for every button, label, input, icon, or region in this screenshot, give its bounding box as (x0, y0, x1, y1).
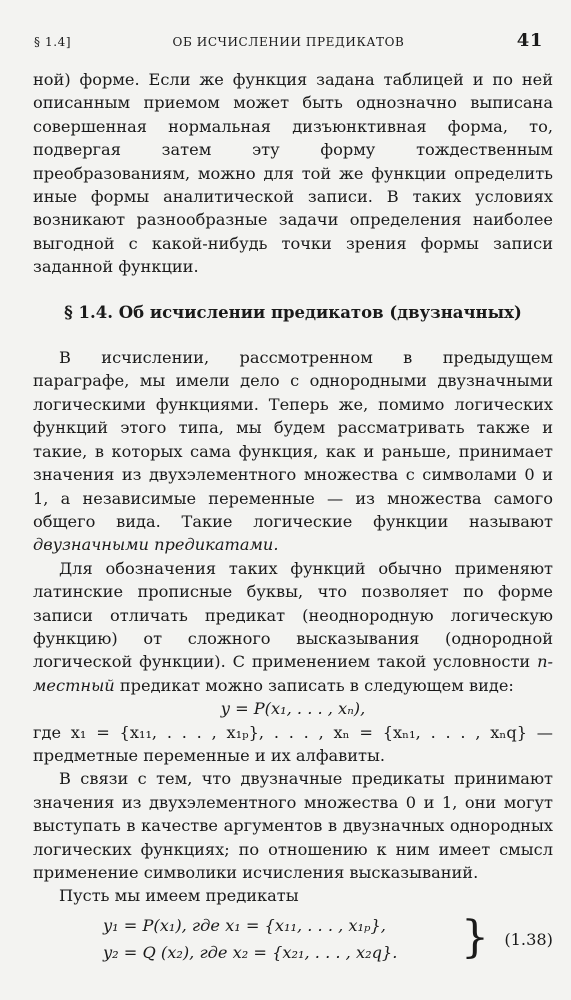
paragraph-notation (33, 557, 553, 697)
paragraph-continued: ной) форме. Если же функция задана таблицей и по ней описанным приемом может быть однозначно выписана совершенная нормальная дизъюнктивная форма, то, подвергая затем эту форму тождественным преобразованиям, можно для той же функции определить иные формы аналитической записи. В таких условиях возникают разнообразные задачи определения наиболее выгодной с какой-нибудь точки зрения формы записи заданной функции. (33, 70, 553, 277)
section-ref: § 1.4] (34, 35, 72, 49)
paragraph-let: Пусть мы имеем предикаты (59, 886, 299, 906)
equation-number: (1.38) (504, 929, 553, 949)
paragraph-notation-text-a: Для обозначения таких функций обычно применяют латинские прописные буквы, что позволяет по форме записи отличать предикат (неоднородную логическую функцию) от сложного высказывания (однородной логической функции). С применением такой условности (33, 558, 553, 672)
system-row-2: y₂ = Q (x₂), где x₂ = {x₂₁, . . . , x₂q}. (103, 942, 398, 962)
paragraph-intro (33, 346, 553, 557)
right-brace: } (461, 911, 489, 963)
page-body (33, 68, 553, 966)
running-header (34, 30, 543, 54)
term-two-valued-predicates: двузначными предикатами. (33, 535, 279, 555)
paragraph-variables: где x₁ = {x₁₁, . . . , x₁ₚ}, . . . , xₙ = {xₙ₁, . . . , xₙq} — предметные переменные и их алфавиты. (33, 722, 553, 765)
equation-system (33, 911, 553, 966)
system-row-1: y₁ = P(x₁), где x₁ = {x₁₁, . . . , x₁ₚ}, (103, 915, 386, 935)
running-title: ОБ ИСЧИСЛЕНИИ ПРЕДИКАТОВ (172, 35, 405, 49)
paragraph-notation-text-b: предикат можно записать в следующем виде: (119, 675, 514, 695)
term-n-place: n-местный (33, 652, 553, 695)
paragraph-intro-text: В исчислении, рассмотренном в предыдущем параграфе, мы имели дело с однородными двузначными логическими функциями. Теперь же, помимо логических функций этого типа, мы будем рассматривать также и такие, в которых сама функция, как и раньше, принимает значения из двухэлементного множества с символами 0 и 1, а независимые переменные — из множества самого общего вида. Такие логические функции называют (33, 348, 553, 531)
paragraph-context: В связи с тем, что двузначные предикаты принимают значения из двухэлементного множества 0 и 1, они могут выступать в качестве аргументов в двузначных однородных логических функциях; по отношению к ним имеет смысл применение символики исчисления высказываний. (33, 769, 553, 882)
formula-predicate: y = P(x₁, . . . , xₙ), (220, 699, 366, 719)
section-heading: § 1.4. Об исчислении предикатов (двузначных) (64, 302, 522, 322)
page-number: 41 (516, 30, 543, 51)
